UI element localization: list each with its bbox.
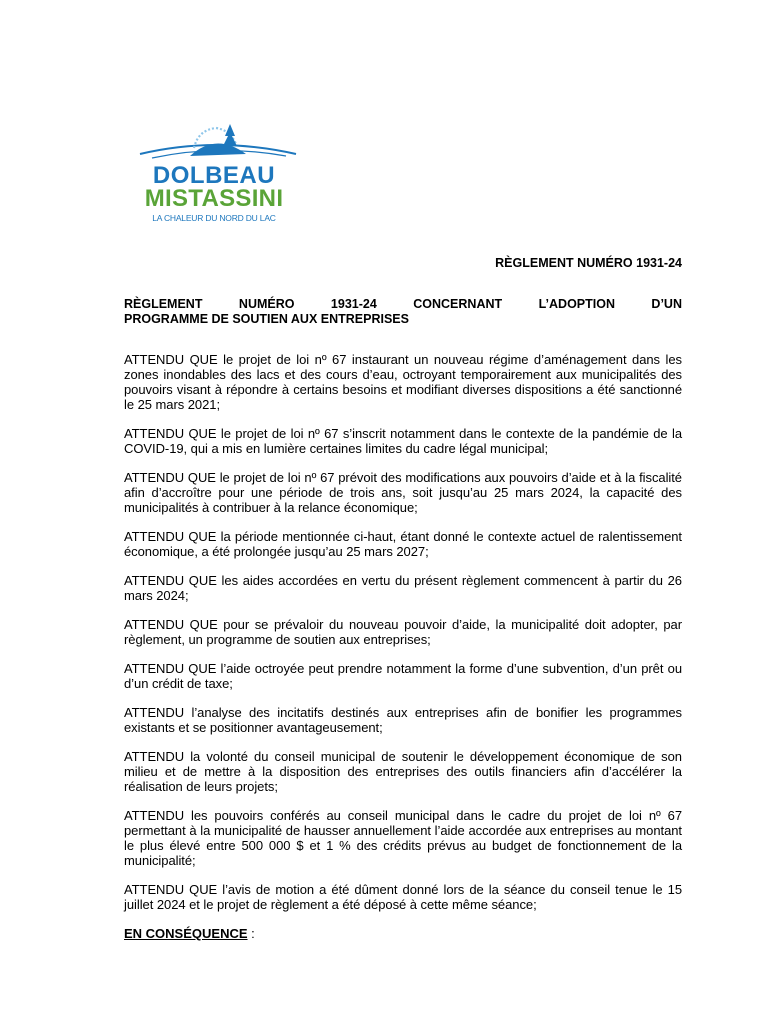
whereas-paragraph: ATTENDU QUE l’aide octroyée peut prendre notamment la forme d’une subvention, d’un prêt ou d’un crédit de taxe; bbox=[124, 661, 682, 691]
document-subtitle bbox=[124, 297, 682, 327]
whereas-paragraph: ATTENDU QUE la période mentionnée ci-haut, étant donné le contexte actuel de ralentissement économique, a été prolongée jusqu’au 25 mars 2027; bbox=[124, 529, 682, 559]
logo-text-dolbeau: DOLBEAU bbox=[152, 162, 276, 189]
whereas-paragraph: ATTENDU QUE le projet de loi nº 67 s’inscrit notamment dans le contexte de la pandémie de la COVID-19, qui a mis en lumière certaines limites du cadre légal municipal; bbox=[124, 426, 682, 456]
whereas-paragraph: ATTENDU QUE l’avis de motion a été dûment donné lors de la séance du conseil tenue le 15 juillet 2024 et le projet de règlement a été déposé à cette même séance; bbox=[124, 882, 682, 912]
whereas-paragraph: ATTENDU la volonté du conseil municipal de soutenir le développement économique de son milieu et de mettre à la disposition des entreprises des outils financiers afin d’accélérer la réalisation de leurs projets; bbox=[124, 749, 682, 794]
whereas-paragraph: ATTENDU l’analyse des incitatifs destinés aux entreprises afin de bonifier les programmes existants et se positionner avantageusement; bbox=[124, 705, 682, 735]
hill-with-tree-and-sun-arc-icon bbox=[138, 118, 308, 168]
conclusion-suffix: : bbox=[247, 926, 255, 941]
whereas-paragraph: ATTENDU QUE les aides accordées en vertu du présent règlement commencent à partir du 26 mars 2024; bbox=[124, 573, 682, 603]
whereas-paragraph: ATTENDU QUE pour se prévaloir du nouveau pouvoir d’aide, la municipalité doit adopter, par règlement, un programme de soutien aux entreprises; bbox=[124, 617, 682, 647]
whereas-paragraph: ATTENDU QUE le projet de loi nº 67 instaurant un nouveau régime d’aménagement dans les zones inondables des lacs et des cours d’eau, octroyant temporairement aux municipalités des pouvoirs visant à répondre à certains besoins et modifiant diverses dispositions a été sanctionné le 25 mars 2021; bbox=[124, 352, 682, 412]
document-title: RÈGLEMENT NUMÉRO 1931-24 bbox=[495, 256, 682, 270]
document-subtitle-line2: PROGRAMME DE SOUTIEN AUX ENTREPRISES bbox=[124, 312, 409, 326]
document-subtitle-line1: RÈGLEMENT NUMÉRO 1931-24 CONCERNANT L’ADOPTION D’UN bbox=[124, 297, 682, 311]
document-body bbox=[124, 352, 682, 941]
conclusion-label: EN CONSÉQUENCE bbox=[124, 926, 248, 941]
conclusion-line bbox=[124, 926, 682, 941]
logo-text-mistassini: MISTASSINI bbox=[144, 185, 284, 212]
logo-tagline: LA CHALEUR DU NORD DU LAC bbox=[152, 213, 276, 223]
whereas-paragraph: ATTENDU QUE le projet de loi nº 67 prévoit des modifications aux pouvoirs d’aide et à la fiscalité afin d’accroître pour une période de trois ans, soit jusqu’au 25 mars 2024, la capacité des municipalités à contribuer à la relance économique; bbox=[124, 470, 682, 515]
whereas-paragraph: ATTENDU les pouvoirs conférés au conseil municipal dans le cadre du projet de loi nº 67 permettant à la municipalité de hausser annuellement l’aide accordée aux entreprises au montant le plus élevé entre 500 000 $ et 1 % des crédits prévus au budget de fonctionnement de la municipalité; bbox=[124, 808, 682, 868]
city-logo bbox=[138, 118, 308, 228]
